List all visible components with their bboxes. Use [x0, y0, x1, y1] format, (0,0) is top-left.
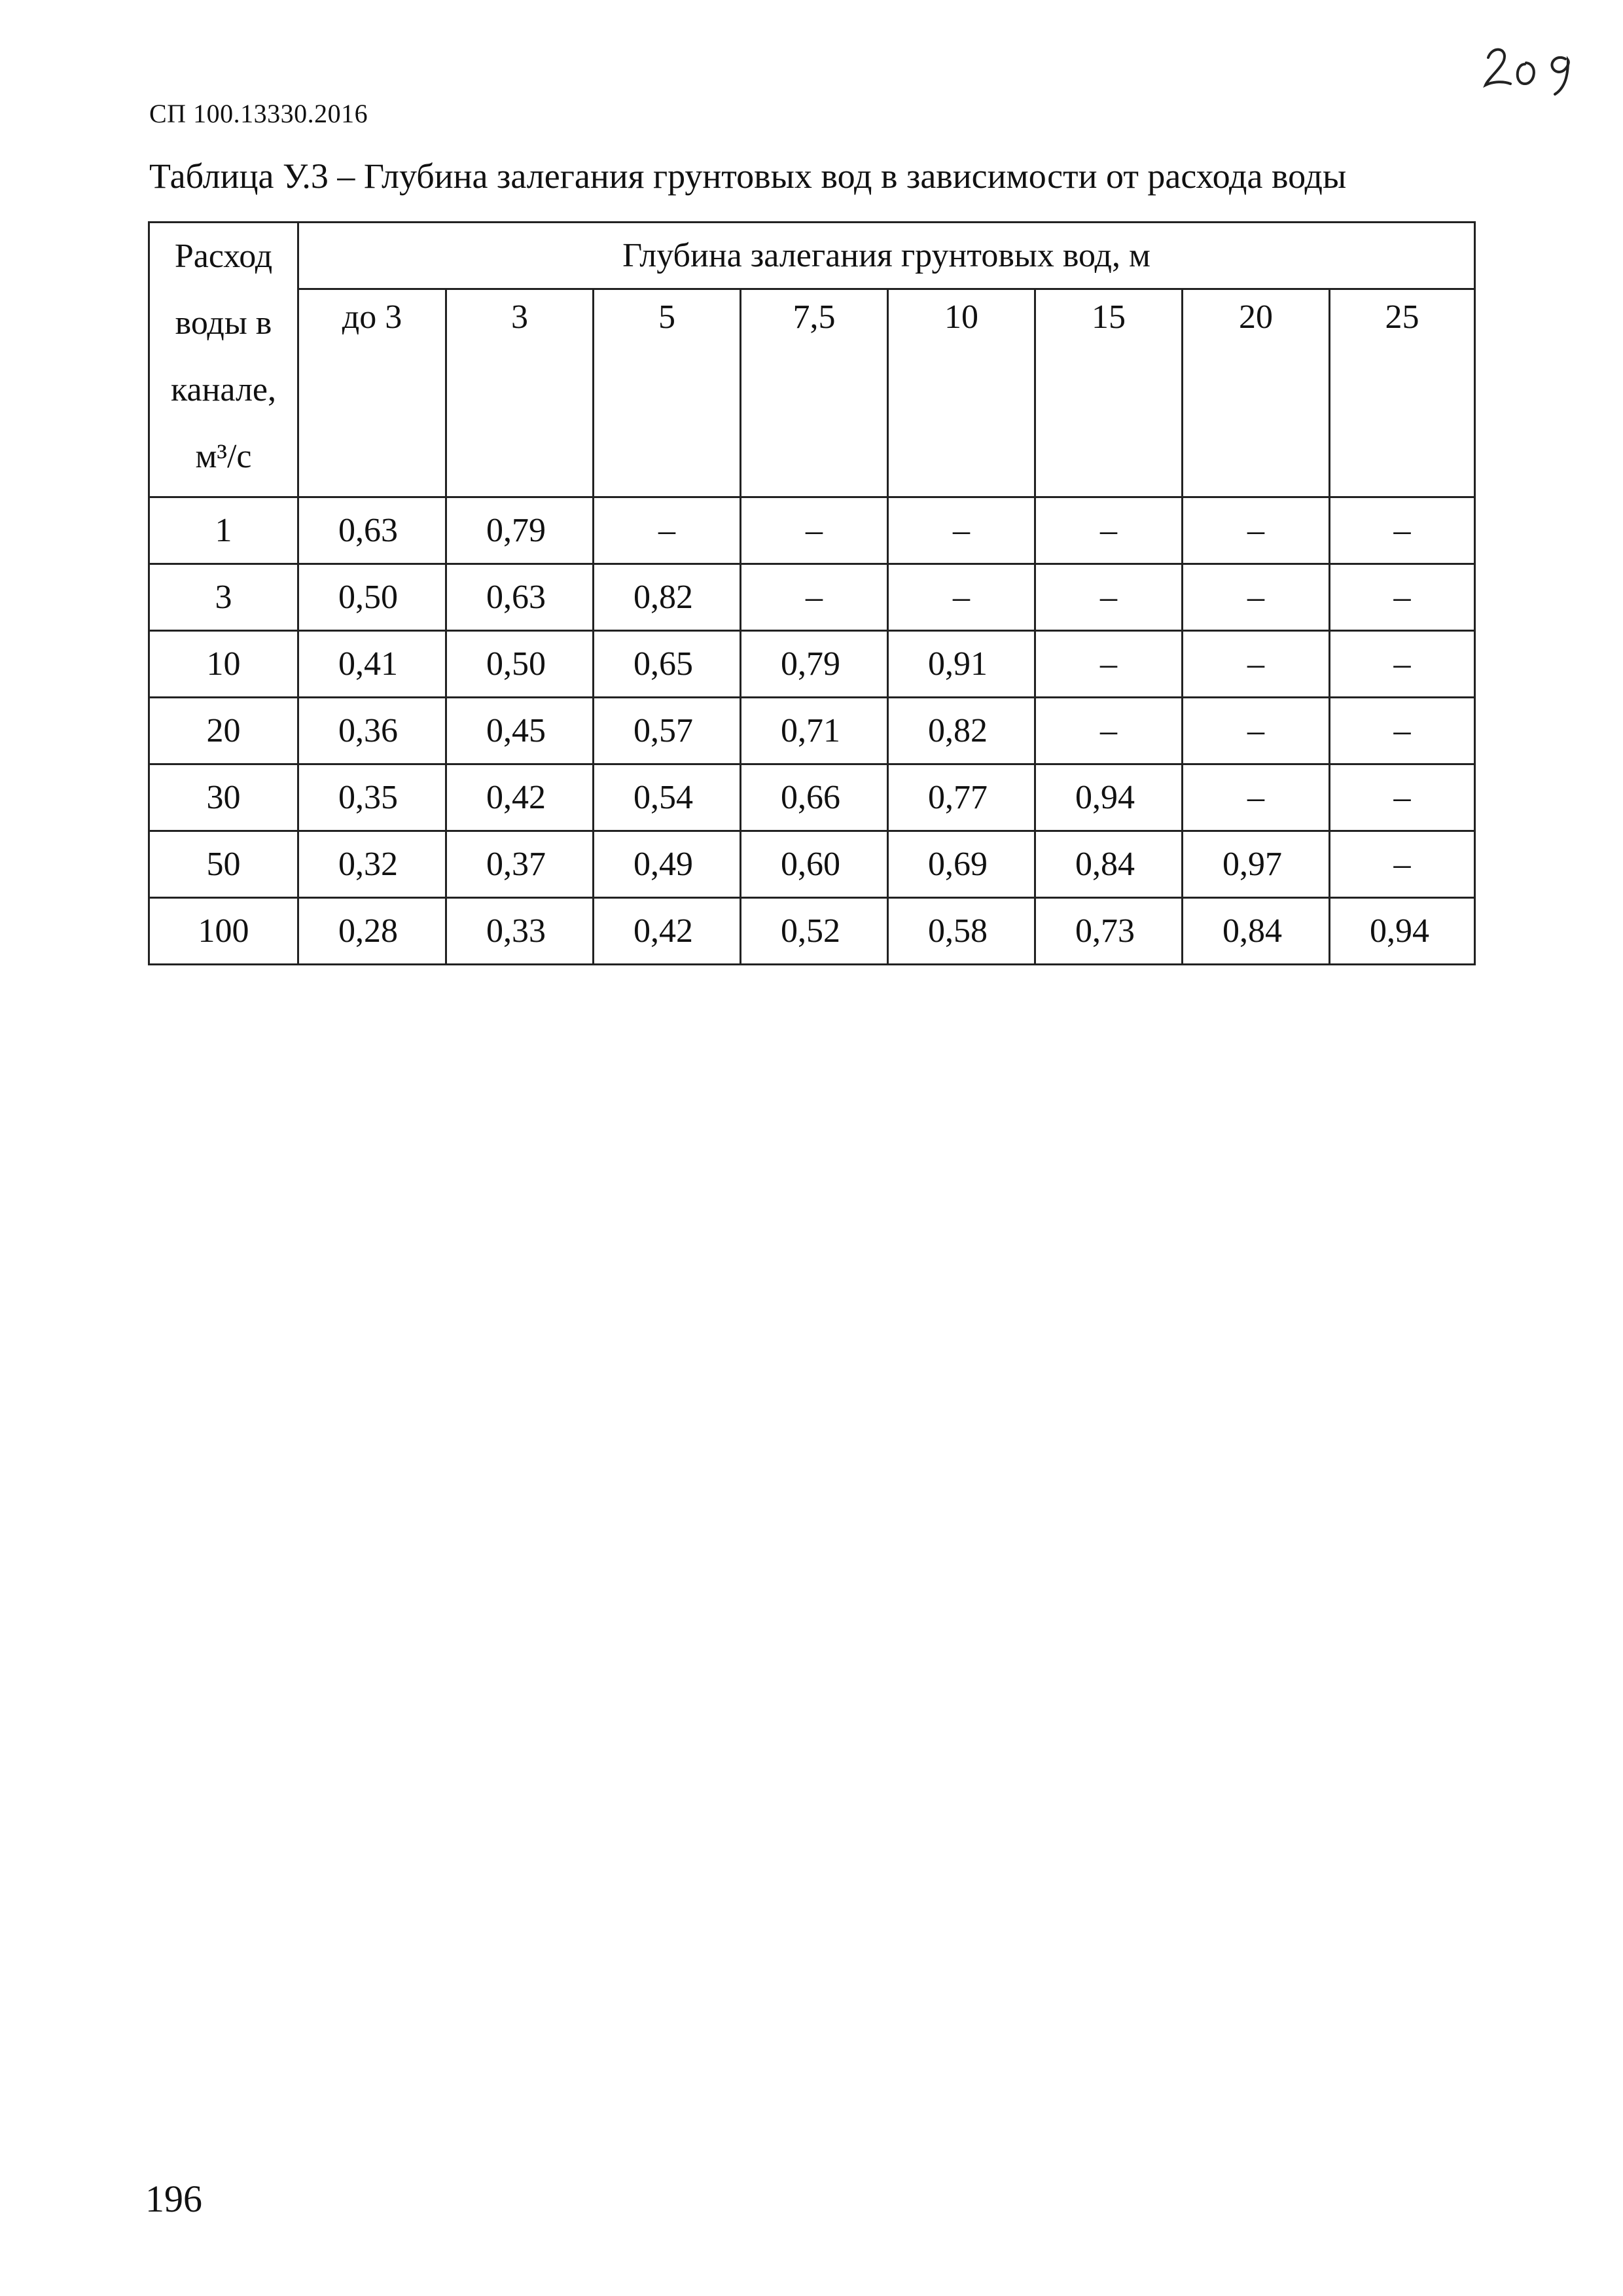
depth-column-header: до 3 — [298, 289, 446, 497]
depth-value-cell: 0,45 — [446, 698, 594, 764]
flow-header-line: воды в — [175, 304, 272, 342]
depth-value-cell: – — [741, 497, 888, 564]
depth-value-cell: – — [594, 497, 741, 564]
depth-value-cell: – — [1330, 631, 1475, 698]
flow-value-cell: 10 — [149, 631, 298, 698]
depth-value-cell: – — [1183, 564, 1330, 631]
depth-value-cell: 0,28 — [298, 898, 446, 965]
depth-value-cell: 0,91 — [888, 631, 1035, 698]
depth-value-cell: 0,69 — [888, 831, 1035, 898]
table-row — [149, 698, 1475, 764]
table-row — [149, 898, 1475, 965]
flow-column-header — [149, 223, 298, 497]
depth-column-header: 20 — [1183, 289, 1330, 497]
depth-value-cell: – — [1183, 631, 1330, 698]
table-row — [149, 764, 1475, 831]
flow-value-cell: 50 — [149, 831, 298, 898]
flow-value-cell: 30 — [149, 764, 298, 831]
depth-value-cell: – — [1035, 698, 1183, 764]
flow-header-line: Расход — [174, 238, 273, 275]
depth-value-cell: 0,63 — [298, 497, 446, 564]
depth-group-header: Глубина залегания грунтовых вод, м — [298, 223, 1475, 289]
depth-value-cell: 0,33 — [446, 898, 594, 965]
depth-column-header: 15 — [1035, 289, 1183, 497]
depth-value-cell: – — [1035, 631, 1183, 698]
depth-value-cell: 0,94 — [1330, 898, 1475, 965]
depth-value-cell: 0,50 — [446, 631, 594, 698]
document-code: СП 100.13330.2016 — [149, 99, 368, 128]
flow-value-cell: 1 — [149, 497, 298, 564]
page-number: 196 — [145, 2178, 202, 2220]
depth-value-cell: 0,42 — [446, 764, 594, 831]
depth-value-cell: 0,84 — [1183, 898, 1330, 965]
depth-value-cell: 0,66 — [741, 764, 888, 831]
depth-value-cell: 0,42 — [594, 898, 741, 965]
depth-value-cell: 0,49 — [594, 831, 741, 898]
depth-value-cell: 0,84 — [1035, 831, 1183, 898]
depth-value-cell: 0,35 — [298, 764, 446, 831]
depth-value-cell: 0,65 — [594, 631, 741, 698]
depth-value-cell: – — [1183, 764, 1330, 831]
groundwater-depth-table — [148, 221, 1476, 965]
depth-value-cell: 0,97 — [1183, 831, 1330, 898]
table-row — [149, 564, 1475, 631]
depth-value-cell: – — [1330, 764, 1475, 831]
depth-value-cell: 0,73 — [1035, 898, 1183, 965]
table-body — [149, 497, 1475, 965]
depth-value-cell: 0,82 — [594, 564, 741, 631]
flow-header-line: м³/с — [195, 438, 252, 475]
depth-value-cell: 0,50 — [298, 564, 446, 631]
handwritten-page-number — [1479, 38, 1584, 97]
table-row — [149, 831, 1475, 898]
depth-column-header: 25 — [1330, 289, 1475, 497]
flow-value-cell: 20 — [149, 698, 298, 764]
depth-value-cell: – — [741, 564, 888, 631]
table-caption: Таблица У.3 – Глубина залегания грунтовых вод в зависимости от расхода воды — [149, 156, 1347, 196]
depth-value-cell: 0,60 — [741, 831, 888, 898]
depth-value-cell: – — [888, 564, 1035, 631]
table-row — [149, 631, 1475, 698]
flow-value-cell: 100 — [149, 898, 298, 965]
flow-header-line: канале, — [171, 371, 276, 408]
depth-column-header: 7,5 — [741, 289, 888, 497]
depth-value-cell: 0,37 — [446, 831, 594, 898]
depth-value-cell: – — [1035, 497, 1183, 564]
depth-value-cell: 0,58 — [888, 898, 1035, 965]
depth-value-cell: 0,52 — [741, 898, 888, 965]
depth-value-cell: 0,32 — [298, 831, 446, 898]
depth-value-cell: – — [1035, 564, 1183, 631]
depth-column-header: 5 — [594, 289, 741, 497]
depth-value-cell: 0,54 — [594, 764, 741, 831]
depth-value-cell: 0,36 — [298, 698, 446, 764]
depth-column-header: 10 — [888, 289, 1035, 497]
depth-value-cell: 0,77 — [888, 764, 1035, 831]
depth-value-cell: 0,79 — [741, 631, 888, 698]
depth-column-header: 3 — [446, 289, 594, 497]
depth-value-cell: – — [1330, 564, 1475, 631]
depth-value-cell: – — [1330, 497, 1475, 564]
depth-value-cell: – — [1183, 698, 1330, 764]
depth-value-cell: 0,71 — [741, 698, 888, 764]
depth-value-cell: – — [888, 497, 1035, 564]
depth-value-cell: – — [1183, 497, 1330, 564]
depth-value-cell: – — [1330, 831, 1475, 898]
flow-value-cell: 3 — [149, 564, 298, 631]
depth-value-cell: 0,94 — [1035, 764, 1183, 831]
depth-value-cell: 0,82 — [888, 698, 1035, 764]
depth-value-cell: 0,41 — [298, 631, 446, 698]
depth-value-cell: – — [1330, 698, 1475, 764]
depth-value-cell: 0,79 — [446, 497, 594, 564]
table-row — [149, 497, 1475, 564]
depth-value-cell: 0,57 — [594, 698, 741, 764]
depth-value-cell: 0,63 — [446, 564, 594, 631]
